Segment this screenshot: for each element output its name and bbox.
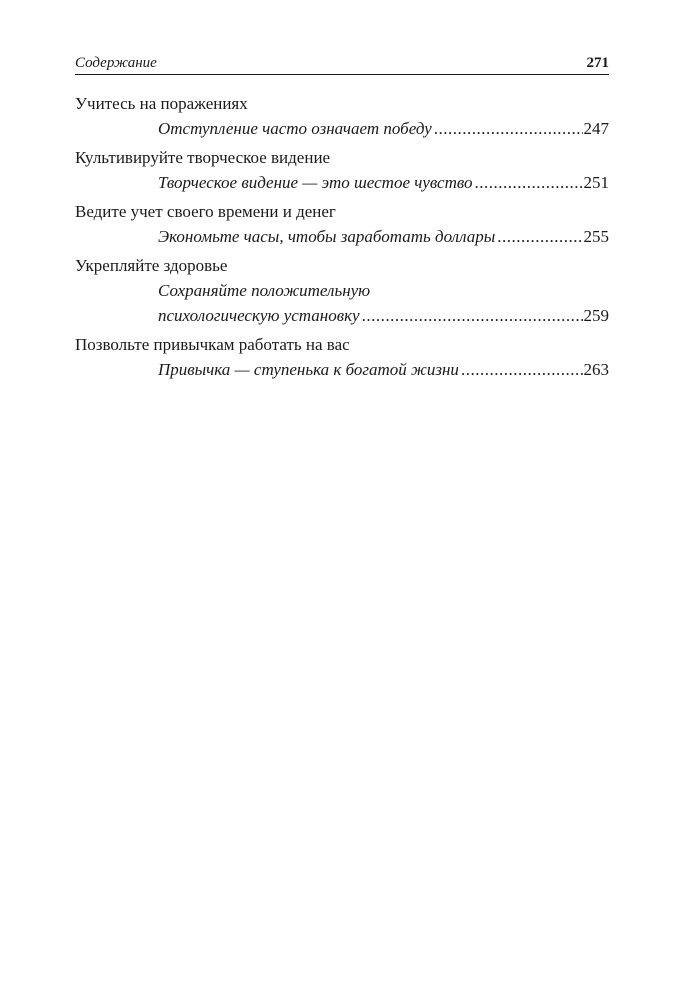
dot-leader [497,224,582,249]
toc-entry-page: 259 [583,306,609,325]
toc-section-title: Укрепляйте здоровье [75,256,228,275]
toc-entry-page: 263 [583,360,609,379]
toc-entry-line [158,224,609,249]
toc-entry-page: 247 [583,119,609,138]
toc-section-title: Культивируйте творческое видение [75,148,331,167]
toc-entry [158,357,609,382]
toc-section [75,332,609,382]
toc-entry-title: Привычка — ступенька к богатой жизни [158,360,459,379]
toc-entry-title: психологическую установку [158,306,360,325]
toc-section [75,199,609,249]
dot-leader [434,116,583,141]
toc-section-title: Ведите учет своего времени и денег [75,202,336,221]
toc-section [75,253,609,328]
toc-section [75,91,609,141]
toc-section [75,145,609,195]
toc-entry [158,278,609,328]
toc-entry [158,170,609,195]
toc-entry-line [158,303,609,328]
toc-entry-line [158,170,609,195]
page-number: 271 [586,55,609,71]
dot-leader [475,170,583,195]
toc-entry [158,116,609,141]
toc-entry-title: Отступление часто означает победу [158,119,432,138]
toc-entry-title: Экономьте часы, чтобы заработать доллары [158,227,496,246]
toc-entry-title-line: Сохраняйте положительную [158,281,371,300]
toc-section-title: Учитесь на поражениях [75,94,248,113]
running-title: Содержание [75,55,157,71]
toc-section-title: Позвольте привычкам работать на вас [75,335,350,354]
toc-entry-page: 251 [583,173,609,192]
toc-entry-line [158,116,609,141]
toc-entry-line [158,357,609,382]
dot-leader [461,357,583,382]
toc-entry [158,224,609,249]
dot-leader [362,303,583,328]
running-header [75,54,609,75]
toc-entry-page: 255 [583,227,609,246]
toc-entry-title: Творческое видение — это шестое чувство [158,173,473,192]
table-of-contents [75,91,609,382]
